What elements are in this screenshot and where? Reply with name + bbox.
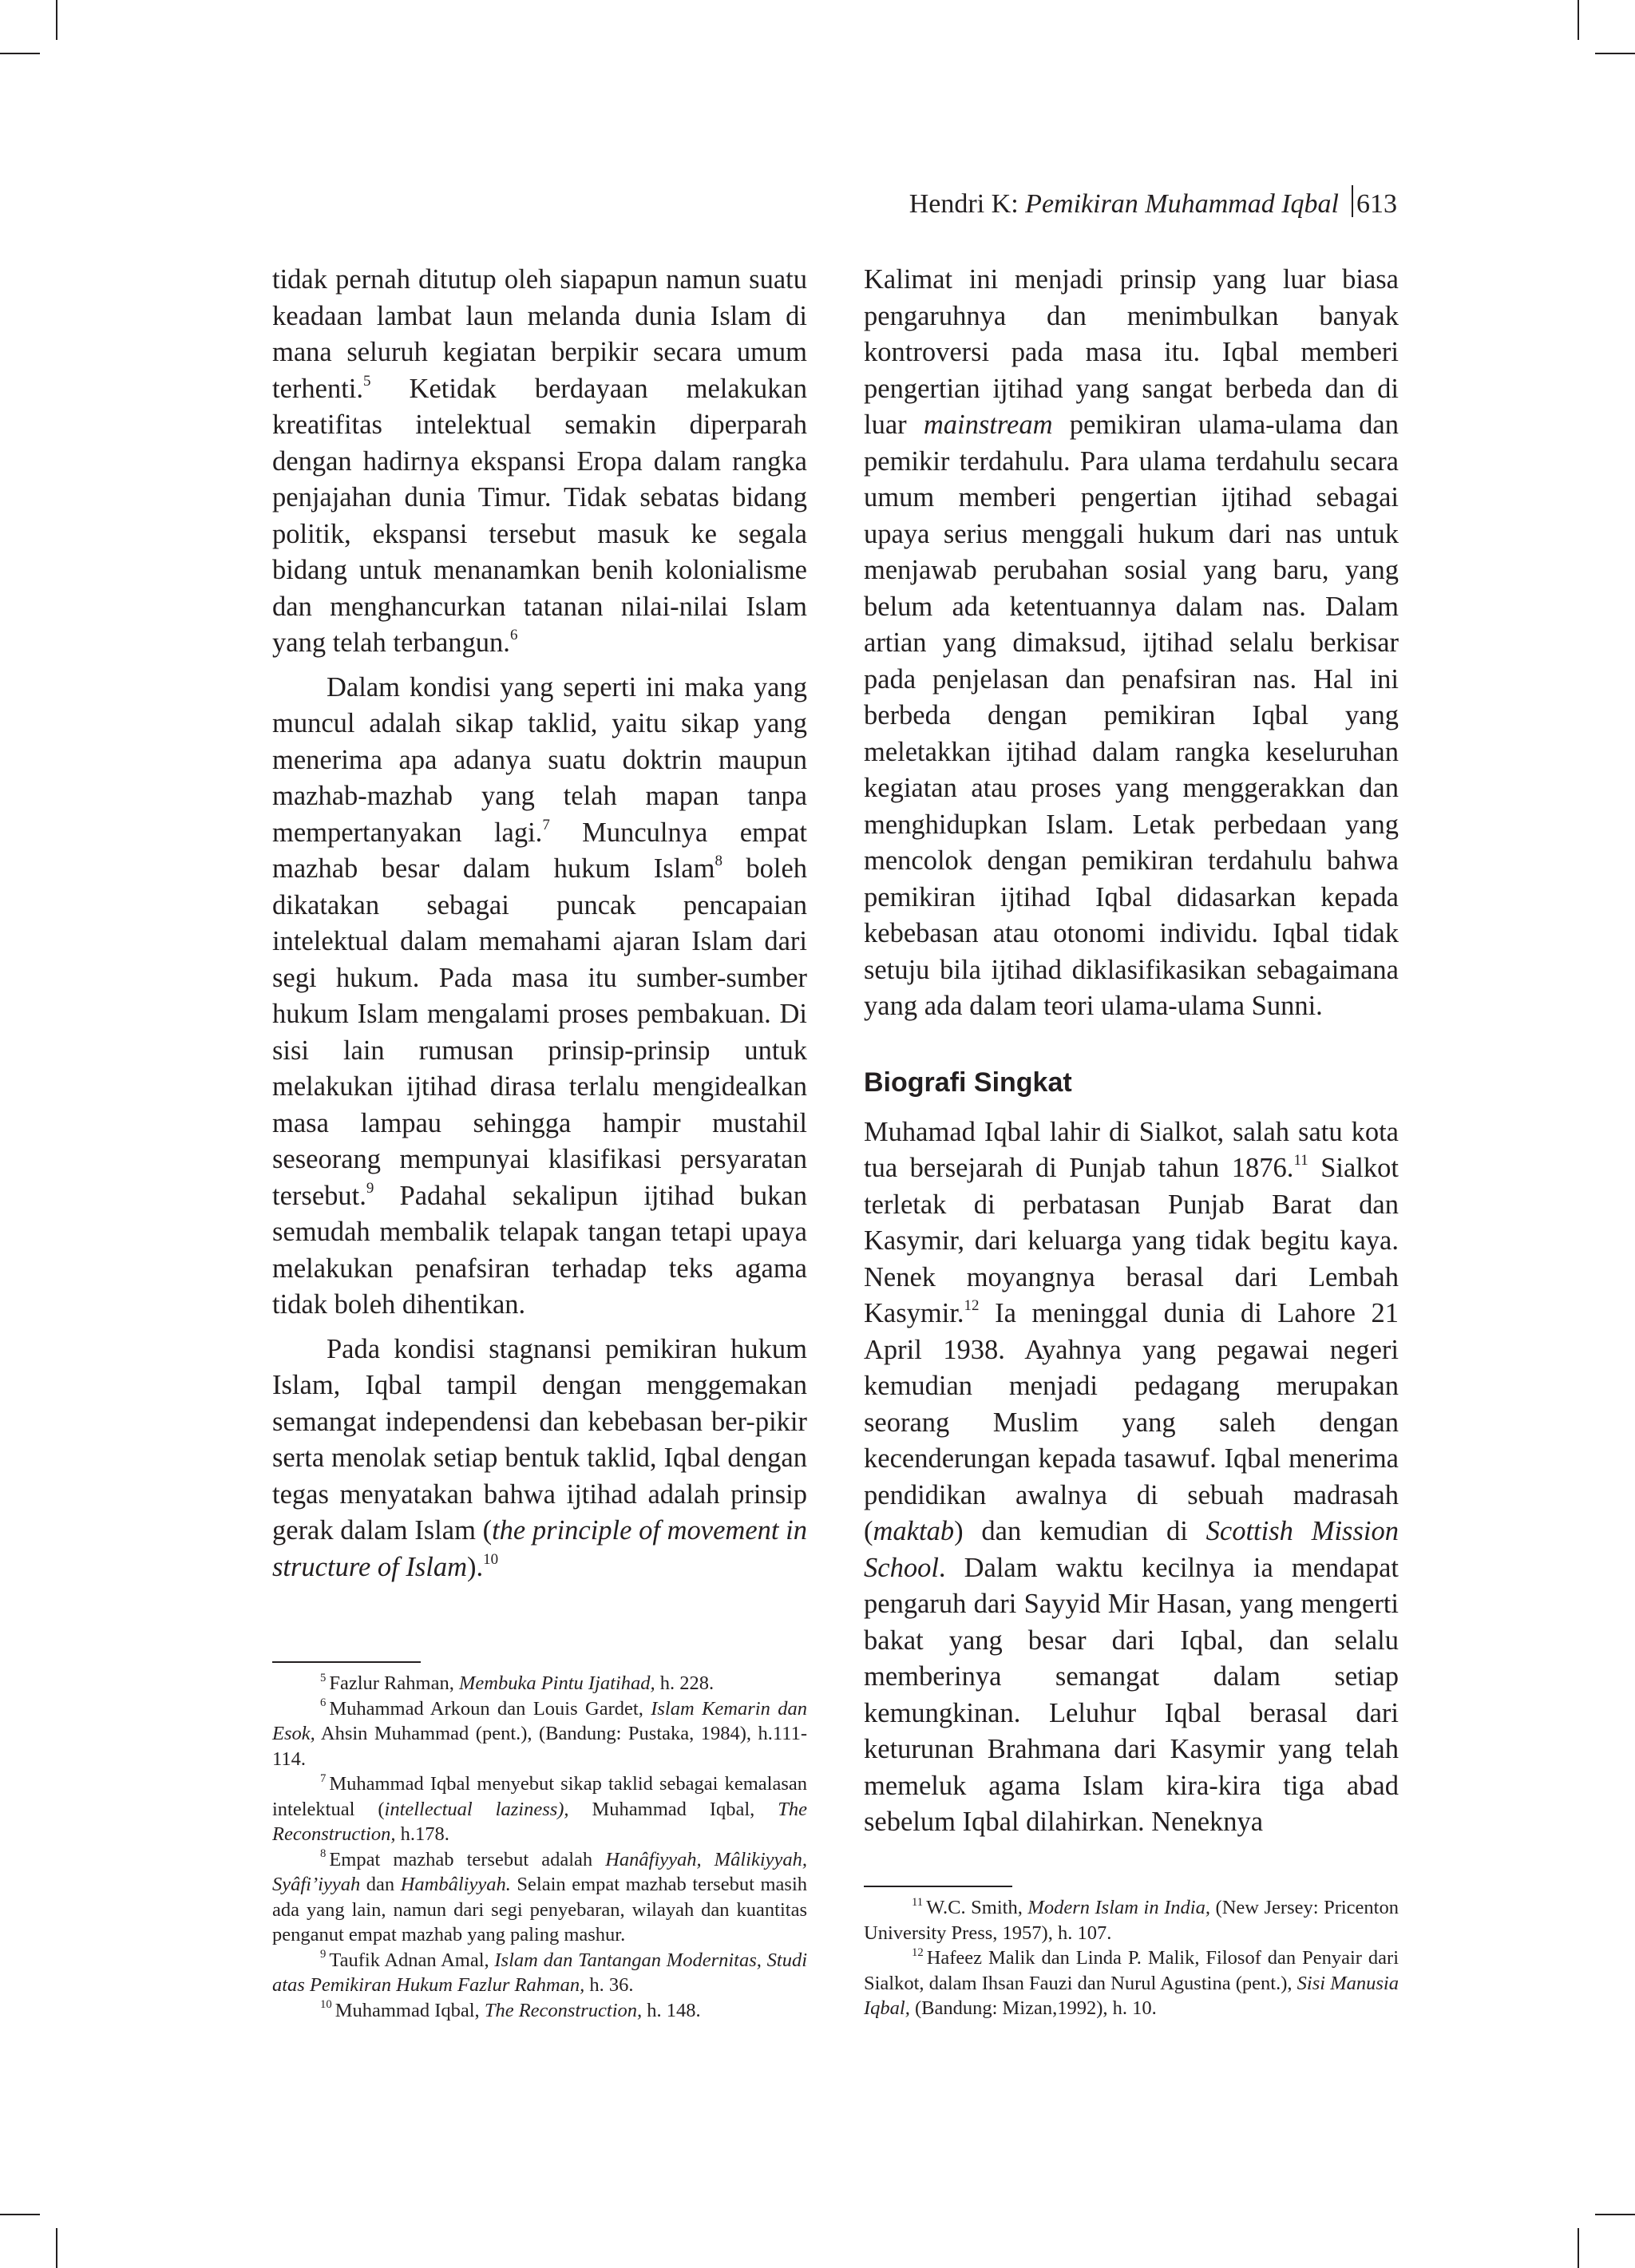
footnote-number: 11 bbox=[912, 1895, 924, 1909]
left-column bbox=[272, 262, 807, 1585]
running-head-title: Pemikiran Muhammad Iqbal bbox=[1025, 189, 1339, 219]
footnote-12 bbox=[864, 1945, 1399, 2021]
crop-mark-bottom-left bbox=[56, 2228, 57, 2268]
italic-phrase: the principle of movement in structure of Islam bbox=[272, 1515, 808, 1582]
text-run: Pada kondisi stagnansi pemikiran hukum Islam, Iqbal tampil dengan menggemakan semangat independensi dan kebebasan ber-pikir serta menolak setiap bentuk taklid, Iqbal dengan tegas menyatakan bahwa ijtihad adalah prinsip gerak dalam Islam ( bbox=[272, 1333, 807, 1546]
text-run: (New Jersey: Pricenton University Press, 1957), h. 107. bbox=[864, 1897, 1399, 1944]
italic-phrase: Sisi Manusia Iqbal, bbox=[864, 1972, 1399, 2019]
text-run: dan bbox=[360, 1874, 401, 1895]
footnote-ref-11: 11 bbox=[1293, 1151, 1308, 1169]
text-run: Muhamad Iqbal lahir di Sialkot, salah satu kota tua bersejarah di Punjab tahun 1876. bbox=[864, 1116, 1399, 1183]
italic-phrase: Modern Islam in India, bbox=[1027, 1897, 1210, 1918]
text-run: (Bandung: Mizan,1992), h. 10. bbox=[909, 1997, 1157, 2019]
italic-phrase: mainstream bbox=[923, 410, 1053, 440]
text-run: Taufik Adnan Amal, bbox=[329, 1949, 495, 1971]
text-run: ). bbox=[467, 1551, 484, 1582]
text-run: W.C. Smith, bbox=[926, 1897, 1028, 1918]
footnote-ref-5: 5 bbox=[363, 372, 371, 390]
footnote-10 bbox=[272, 1998, 807, 2024]
footnote-ref-6: 6 bbox=[509, 626, 518, 643]
footnote-number: 5 bbox=[320, 1671, 327, 1684]
footnote-ref-8: 8 bbox=[715, 852, 722, 869]
text-run: ) dan kemudian di bbox=[954, 1516, 1206, 1546]
text-run: Kalimat ini menjadi prinsip yang luar biasa pengaruhnya dan menimbulkan banyak kontroversi pada masa itu. Iqbal memberi pengertian ijtihad yang sangat berbeda dan di luar bbox=[864, 264, 1399, 440]
footnote-number: 9 bbox=[320, 1948, 327, 1961]
footnote-9 bbox=[272, 1948, 807, 1998]
text-run: Ia meninggal dunia di Lahore 21 April 1938. Ayahnya yang pegawai negeri kemudian menjadi pedagang merupakan seorang Muslim yang saleh dengan kecenderungan kepada tasawuf. Iqbal menerima pendidikan awalnya di sebuah madrasah ( bbox=[864, 1298, 1399, 1546]
text-run: Padahal sekalipun ijtihad bukan semudah membalik telapak tangan tetapi upaya melakukan penafsiran terhadap teks agama tidak boleh dihentikan. bbox=[272, 1180, 807, 1320]
text-run: boleh dikatakan sebagai puncak pencapaian intelektual dalam memahami ajaran Islam dari segi hukum. Pada masa itu sumber-sumber hukum Islam mengalami proses pembakuan. Di sisi lain rumusan prinsip-prinsip untuk melakukan ijtihad dirasa terlalu mengidealkan masa lampau sehingga hampir mustahil seseorang mempunyai klasifikasi persyaratan tersebut. bbox=[272, 853, 808, 1211]
running-head-separator bbox=[1352, 185, 1353, 217]
left-paragraph-1 bbox=[272, 262, 807, 662]
footnote-ref-7: 7 bbox=[542, 816, 550, 833]
crop-mark-bottom-right-h bbox=[1595, 2214, 1635, 2215]
italic-phrase: Scottish Mission School bbox=[864, 1516, 1399, 1583]
footnote-number: 12 bbox=[912, 1945, 924, 1959]
footnote-ref-9: 9 bbox=[366, 1179, 374, 1197]
right-paragraph-2 bbox=[864, 1114, 1399, 1841]
footnotes-left bbox=[272, 1661, 807, 2023]
text-run: Hafeez Malik dan Linda P. Malik, Filosof dan Penyair dari Sialkot, dalam Ihsan Fauzi dan Nurul Agustina (pent.), bbox=[864, 1947, 1399, 1994]
crop-mark-top-right-h bbox=[1595, 53, 1635, 54]
text-run: Munculnya empat mazhab besar dalam hukum Islam bbox=[272, 817, 808, 884]
crop-mark-bottom-left-h bbox=[0, 2214, 40, 2215]
footnote-5 bbox=[272, 1671, 807, 1696]
right-paragraph-1 bbox=[864, 262, 1399, 1025]
text-run: Selain empat mazhab tersebut masih ada yang lain, namun dari segi penyebaran, wilayah dan kuantitas penganut empat mazhab yang paling mashur. bbox=[272, 1874, 807, 1945]
footnote-7 bbox=[272, 1771, 807, 1847]
footnotes-right bbox=[864, 1886, 1399, 2021]
left-paragraph-2 bbox=[272, 670, 807, 1324]
section-heading: Biografi Singkat bbox=[864, 1067, 1072, 1098]
text-run: h. 36. bbox=[584, 1974, 634, 1996]
right-column bbox=[864, 262, 1399, 1841]
italic-phrase: Hanâfiyyah, Mâlikiyyah, Syâfi’iyyah bbox=[272, 1848, 807, 1895]
italic-phrase: The Reconstruction, bbox=[272, 1798, 807, 1845]
text-run: Muhammad Iqbal menyebut sikap taklid sebagai kemalasan intelektual ( bbox=[272, 1773, 807, 1820]
footnote-number: 8 bbox=[320, 1847, 327, 1861]
text-run: Muhammad Iqbal, bbox=[335, 1999, 485, 2021]
text-run: h. 148. bbox=[642, 1999, 701, 2021]
text-run: Ahsin Muhammad (pent.), (Bandung: Pustaka, 1984), h.111-114. bbox=[272, 1723, 807, 1770]
text-run: Ketidak berdayaan melakukan kreatifitas intelektual semakin diperparah dengan hadirnya ekspansi Eropa dalam rangka penjajahan dunia Timur. Tidak sebatas bidang politik, ekspansi tersebut masuk ke segala bidang untuk menanamkan benih kolonialisme dan menghancurkan tatanan nilai-nilai Islam yang telah terbangun. bbox=[272, 373, 807, 658]
page-number: 613 bbox=[1356, 189, 1397, 219]
footnote-ref-12: 12 bbox=[964, 1296, 980, 1314]
italic-phrase: Hambâliyyah. bbox=[400, 1874, 511, 1895]
text-run: Muhammad Arkoun dan Louis Gardet, bbox=[329, 1697, 651, 1720]
italic-phrase: Islam dan Tantangan Modernitas, Studi atas Pemikiran Hukum Fazlur Rahman, bbox=[272, 1949, 807, 1996]
crop-mark-top-left bbox=[56, 0, 57, 40]
text-run: pemikiran ulama-ulama dan pemikir terdahulu. Para ulama terdahulu secara umum memberi pengertian ijtihad sebagai upaya serius menggali hukum dari nas untuk menjawab perubahan sosial yang baru, yang belum ada ketentuannya dalam nas. Dalam artian yang dimaksud, ijtihad selalu berkisar pada penjelasan dan penafsiran nas. Hal ini berbeda dengan pemikiran Iqbal yang meletakkan ijtihad dalam rangka keseluruhan kegiatan atau proses yang menggerakkan dan menghidupkan Islam. Letak perbedaan yang mencolok dengan pemikiran terdahulu bahwa pemikiran ijtihad Iqbal didasarkan kepada kebebasan atau otonomi individu. Iqbal tidak setuju bila ijtihad diklasifikasikan sebagaimana yang ada dalam teori ulama-ulama Sunni. bbox=[864, 410, 1399, 1021]
footnote-rule bbox=[272, 1661, 421, 1663]
footnote-ref-10: 10 bbox=[483, 1550, 499, 1568]
italic-phrase: maktab bbox=[873, 1516, 955, 1546]
text-run: Dalam kondisi yang seperti ini maka yang muncul adalah sikap taklid, yaitu sikap yang menerima apa adanya suatu doktrin maupun mazhab-mazhab yang telah mapan tanpa mempertanyakan lagi. bbox=[272, 671, 807, 848]
crop-mark-top-left-h bbox=[0, 53, 40, 54]
text-run: h.178. bbox=[395, 1823, 449, 1845]
text-run: tidak pernah ditutup oleh siapapun namun suatu keadaan lambat laun melanda dunia Islam di mana seluruh kegiatan berpikir secara umum terhenti. bbox=[272, 264, 807, 404]
footnote-11 bbox=[864, 1895, 1399, 1945]
running-head-author: Hendri K: bbox=[909, 189, 1026, 219]
footnote-rule bbox=[864, 1886, 1012, 1887]
footnote-number: 10 bbox=[320, 1998, 332, 2012]
text-run: Sialkot terletak di perbatasan Punjab Barat dan Kasymir, dari keluarga yang tidak begitu kaya. Nenek moyangnya berasal dari Lembah Kasymir. bbox=[864, 1153, 1399, 1328]
italic-phrase: Islam Kemarin dan Esok, bbox=[272, 1697, 807, 1744]
text-run: h. 228. bbox=[655, 1672, 715, 1694]
footnote-number: 7 bbox=[320, 1771, 327, 1785]
text-run: . Dalam waktu kecilnya ia mendapat pengaruh dari Sayyid Mir Hasan, yang mengerti bakat yang besar dari Iqbal, dan selalu memberinya semangat dalam setiap kemungkinan. Leluhur Iqbal berasal dari keturunan Brahmana dari Kasymir yang telah memeluk agama Islam kira-kira tiga abad sebelum Iqbal dilahirkan. Neneknya bbox=[864, 1552, 1399, 1837]
text-run: Empat mazhab tersebut adalah bbox=[329, 1848, 606, 1870]
crop-mark-bottom-right bbox=[1578, 2228, 1579, 2268]
text-run: Muhammad Iqbal, bbox=[568, 1798, 778, 1820]
footnote-8 bbox=[272, 1847, 807, 1948]
text-run: Fazlur Rahman, bbox=[329, 1672, 459, 1694]
footnote-6 bbox=[272, 1696, 807, 1772]
italic-phrase: Membuka Pintu Ijatihad, bbox=[458, 1672, 655, 1694]
footnote-number: 6 bbox=[320, 1696, 327, 1710]
crop-mark-top-right bbox=[1578, 0, 1579, 40]
running-head bbox=[909, 185, 1397, 222]
left-paragraph-3 bbox=[272, 1332, 807, 1586]
italic-phrase: intellectual laziness), bbox=[384, 1798, 569, 1820]
italic-phrase: The Reconstruction, bbox=[484, 1999, 643, 2021]
